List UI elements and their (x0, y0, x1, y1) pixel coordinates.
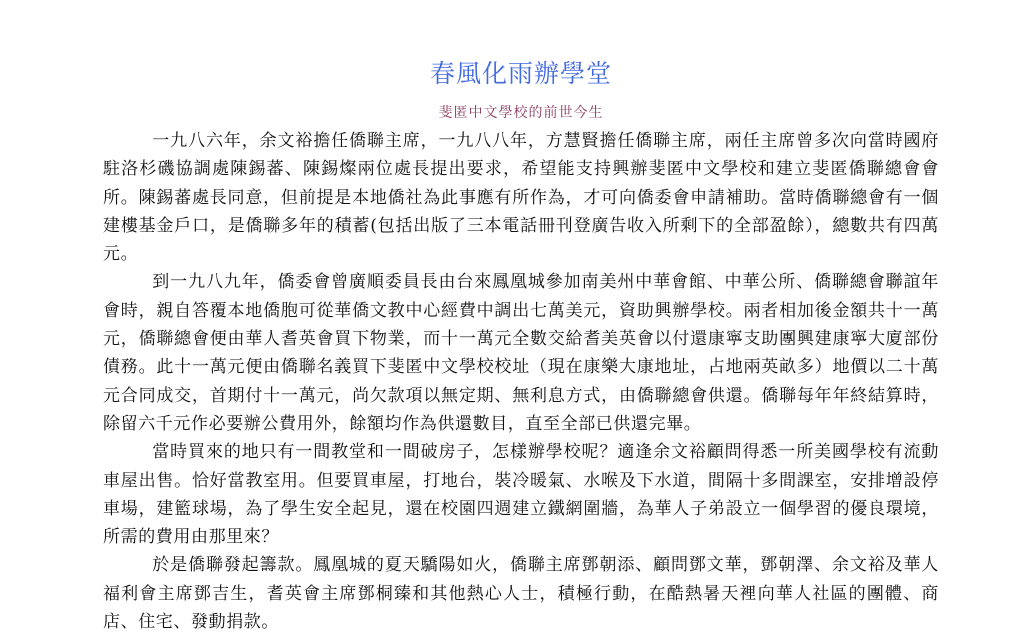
document-page (103, 0, 939, 636)
paragraph-4: 於是僑聯發起籌款。鳳凰城的夏天驕陽如火，僑聯主席鄧朝添、顧問鄧文華，鄧朝澤、余文裕及華人福利會主席鄧吉生，耆英會主席鄧桐臻和其他熱心人士，積極行動，在酷熱暑天裡向華人社區的團體、商店、住宅、發動捐款。 (103, 555, 939, 633)
document-body (103, 127, 939, 636)
paragraph-1: 一九八六年，余文裕擔任僑聯主席，一九八八年，方慧賢擔任僑聯主席，兩任主席曾多次向當時國府駐洛杉磯協調處陳錫蕃、陳錫燦兩位處長提出要求，希望能支持興辦斐匿中文學校和建立斐匿僑聯總會會所。陳錫蕃處長同意，但前提是本地僑社為此事應有所作為，才可向僑委會申請補助。當時僑聯總會有一個建樓基金戶口，是僑聯多年的積蓄(包括出版了三本電話冊刊登廣告收入所剩下的全部盈餘），總數共有四萬元。 (103, 131, 939, 265)
document-title: 春風化雨辦學堂 (429, 59, 612, 88)
document-subtitle: 斐匿中文學校的前世今生 (438, 105, 604, 121)
paragraph-3: 當時買來的地只有一間教堂和一間破房子，怎樣辦學校呢？適逢余文裕顧問得悉一所美國學校有流動車屋出售。恰好當教室用。但要買車屋，打地台，裝冷暖氣、水喉及下水道，間隔十多間課室，安排增設停車場，建籃球場，為了學生安全起見，還在校園四週建立鐵網圍牆，為華人子弟設立一個學習的優良環境，所需的費用由那里來？ (103, 442, 939, 548)
paragraph-2: 到一九八九年，僑委會曾廣順委員長由台來鳳凰城參加南美州中華會館、中華公所、僑聯總會聯誼年會時，親自答覆本地僑胞可從華僑文教中心經費中調出七萬美元，資助興辦學校。兩者相加後金額共十一萬元，僑聯總會便由華人耆英會買下物業，而十一萬元全數交給耆美英會以付還康寧支助團興建康寧大廈部份債務。此十一萬元便由僑聯名義買下斐匿中文學校校址（現在康樂大康地址，占地兩英畝多）地價以二十萬元合同成交，首期付十一萬元，尚欠款項以無定期、無利息方式，由僑聯總會供還。僑聯每年年終結算時，除留六千元作必要辦公費用外，餘額均作為供還數目，直至全部已供還完畢。 (103, 272, 939, 434)
